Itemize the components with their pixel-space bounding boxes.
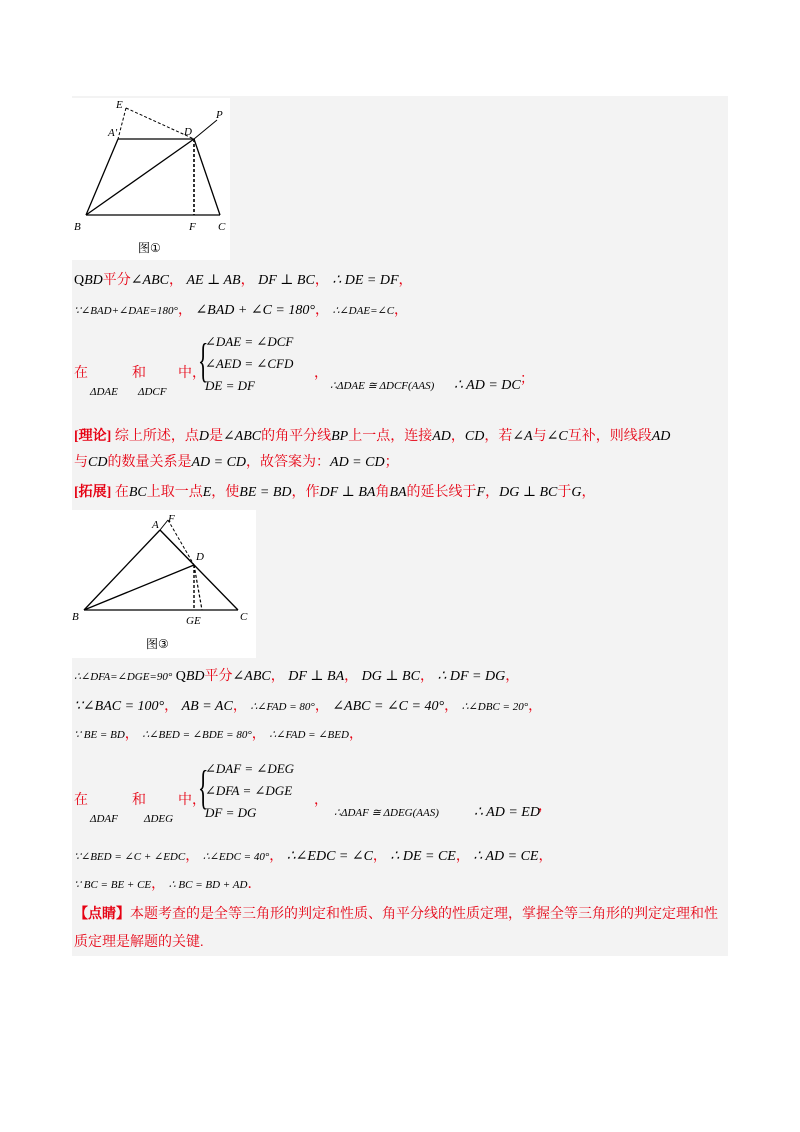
- math: ∠C: [546, 429, 568, 444]
- math: BD: [84, 273, 103, 288]
- text: ，: [240, 273, 255, 288]
- system-1: [0, 325, 800, 405]
- math: ∵∠BED = ∠C + ∠EDC: [74, 851, 186, 863]
- row: DE = DF: [205, 378, 255, 393]
- math: DF ⊥ BA: [288, 669, 345, 684]
- text: 的数量关系是: [107, 455, 192, 470]
- text: ，: [164, 699, 179, 714]
- figure-1: [72, 98, 230, 260]
- text: ，: [314, 793, 328, 808]
- math: ∴∠DFA=∠DGE=90°: [74, 671, 173, 683]
- figure-1-caption: 图①: [138, 241, 161, 255]
- math: ∴∠EDC = 40°: [202, 851, 270, 863]
- text: ；: [520, 372, 534, 387]
- math: BE = BD: [239, 485, 292, 500]
- text: 互补，则线段: [567, 429, 652, 444]
- math: DG ⊥ BC: [499, 485, 558, 500]
- math: ∴ΔDAE ≅ ΔDCF(AAS): [330, 380, 435, 392]
- text: 的延长线于: [406, 485, 477, 500]
- math: AE ⊥ AB: [186, 273, 241, 288]
- text: 和: [132, 366, 146, 381]
- label-D: D: [196, 551, 204, 563]
- text: ，: [538, 849, 553, 864]
- text: ，: [450, 429, 465, 444]
- math: ∵∠BAD+∠DAE=180°: [74, 305, 178, 317]
- text: ；: [384, 455, 399, 470]
- math: ΔDAF: [90, 813, 118, 825]
- label-B: B: [74, 221, 81, 233]
- text: 角: [375, 485, 390, 500]
- text: 在: [74, 366, 88, 381]
- figure-3: [72, 510, 256, 658]
- system-rows: [205, 331, 293, 397]
- row: ∠DAF = ∠DEG: [205, 761, 295, 776]
- line-6: [74, 848, 552, 866]
- math: ΔDEG: [144, 813, 174, 825]
- label-A: A': [108, 127, 118, 139]
- text: ，: [505, 669, 520, 684]
- text: 与: [532, 429, 547, 444]
- label-C: C: [218, 221, 226, 233]
- figure-1-diagram: [72, 98, 230, 260]
- label-C: C: [240, 611, 248, 623]
- text: 在: [74, 793, 88, 808]
- math: BP: [331, 429, 349, 444]
- text: 质定理是解题的关键.: [74, 935, 204, 950]
- system-rows: [205, 758, 294, 824]
- math: ∠BAD + ∠C = 180°: [195, 303, 315, 318]
- text: 本题考查的是全等三角形的判定和性质、角平分线的性质定理，掌握全等三角形的判定定理和性: [130, 907, 718, 922]
- text: 与: [74, 455, 88, 470]
- math: ∴∠DBC = 20°: [461, 701, 529, 713]
- extend-line: [74, 484, 596, 502]
- text: 平分: [102, 273, 131, 288]
- text: ，: [151, 877, 166, 892]
- math: F: [476, 485, 486, 500]
- math: ∴ AD = ED: [474, 805, 540, 820]
- comment-tag: 【点睛】: [74, 907, 130, 922]
- label-E: E: [116, 99, 123, 111]
- text: ，: [538, 799, 552, 814]
- text: ，: [314, 699, 329, 714]
- line-2: [74, 302, 408, 320]
- text: ，: [314, 273, 329, 288]
- figure-3-diagram: [72, 510, 256, 658]
- row: ∠AED = ∠CFD: [205, 356, 294, 371]
- math: AB = AC: [181, 699, 233, 714]
- text: 是: [208, 429, 223, 444]
- math: BA: [389, 485, 407, 500]
- symbol-q: Q: [74, 273, 85, 288]
- math: ∠ABC = ∠C = 40°: [332, 699, 445, 714]
- figure-3-caption: 图③: [146, 637, 169, 651]
- math: BC: [128, 485, 147, 500]
- text: ，作: [291, 485, 320, 500]
- label-GE: GE: [186, 615, 201, 627]
- text: ，: [270, 669, 285, 684]
- text: 于: [557, 485, 572, 500]
- math: AD: [432, 429, 451, 444]
- math: DF ⊥ BC: [258, 273, 315, 288]
- line-1: [74, 272, 413, 290]
- text: 平分: [204, 669, 233, 684]
- text: ，: [455, 849, 470, 864]
- text: ，: [177, 303, 192, 318]
- text: 中，: [178, 793, 206, 808]
- text: ．: [247, 877, 262, 892]
- text: 上一点，连接: [348, 429, 433, 444]
- math: DF ⊥ BA: [319, 485, 376, 500]
- text: ，: [185, 849, 200, 864]
- math: ∵ BE = BD: [74, 729, 125, 741]
- text: ，: [314, 366, 328, 381]
- math: ∴ DE = CE: [390, 849, 456, 864]
- row: ∠DAE = ∠DCF: [205, 334, 294, 349]
- math: CD: [88, 455, 108, 470]
- math: ΔDCF: [138, 386, 167, 398]
- theory-tag: [理论]: [74, 429, 112, 444]
- line-7: [74, 876, 261, 894]
- label-F: F: [189, 221, 196, 233]
- text: ，: [269, 849, 284, 864]
- label-B: B: [72, 611, 79, 623]
- text: ，: [398, 273, 413, 288]
- line-4: [74, 698, 542, 716]
- math: D: [198, 429, 209, 444]
- theory-line-2: [74, 454, 399, 472]
- math: ∴∠BED = ∠BDE = 80°: [142, 729, 252, 741]
- text: ，使: [211, 485, 240, 500]
- text: ，: [581, 485, 596, 500]
- math: BD: [185, 669, 205, 684]
- line-5: [74, 726, 363, 744]
- math: DG ⊥ BC: [361, 669, 420, 684]
- text: ，: [394, 303, 409, 318]
- text: ，: [124, 727, 139, 742]
- text: 中，: [178, 366, 206, 381]
- text: 的角平分线: [261, 429, 332, 444]
- math: ∴ AD = CE: [473, 849, 539, 864]
- label-A: A: [152, 519, 159, 531]
- comment-line-2: [74, 934, 204, 952]
- math: ∴ AD = DC: [454, 378, 521, 393]
- math: ∴ΔDAF ≅ ΔDEG(AAS): [334, 807, 439, 819]
- math: ∴ BC = BD + AD: [168, 879, 248, 891]
- text: ，若: [484, 429, 513, 444]
- comment-line-1: [74, 906, 718, 924]
- math: ∴ DF = DG: [437, 669, 506, 684]
- text: ，: [528, 699, 543, 714]
- math: AD = CD: [191, 455, 247, 470]
- math: ∵ BC = BE + CE: [74, 879, 152, 891]
- row: ∠DFA = ∠DGE: [205, 783, 293, 798]
- text: ，: [168, 273, 183, 288]
- label-F: F: [168, 513, 175, 525]
- math: E: [202, 485, 212, 500]
- math: ∴∠EDC = ∠C: [286, 849, 373, 864]
- text: 综上所述，点: [114, 429, 199, 444]
- math: AD = CD: [330, 455, 385, 470]
- math: AD: [651, 429, 671, 444]
- extend-tag: [拓展]: [74, 485, 112, 500]
- math: ∴ DE = DF: [332, 273, 399, 288]
- text: ，: [372, 849, 387, 864]
- math: G: [571, 485, 582, 500]
- text: ，: [344, 669, 359, 684]
- line-3: [74, 668, 519, 686]
- text: ，: [419, 669, 434, 684]
- text: ，: [444, 699, 459, 714]
- symbol-q: Q: [175, 669, 186, 684]
- theory-line-1: [74, 428, 670, 446]
- left-brace: {: [198, 334, 209, 387]
- math: ∠ABC: [222, 429, 262, 444]
- text: 和: [132, 793, 146, 808]
- math: ∠ABC: [130, 273, 169, 288]
- text: ，: [232, 699, 247, 714]
- math: ΔDAE: [90, 386, 118, 398]
- left-brace: {: [198, 761, 209, 814]
- text: ，: [314, 303, 329, 318]
- math: ∠ABC: [232, 669, 271, 684]
- label-D: D: [184, 126, 192, 138]
- row: DF = DG: [205, 805, 257, 820]
- math: ∴∠FAD = ∠BED: [269, 729, 349, 741]
- math: ∴∠FAD = 80°: [250, 701, 315, 713]
- text: ，故答案为：: [246, 455, 331, 470]
- text: 上取一点: [146, 485, 203, 500]
- text: ，: [348, 727, 363, 742]
- text: ，: [251, 727, 266, 742]
- math: CD: [464, 429, 485, 444]
- math: ∵∠BAC = 100°: [74, 699, 165, 714]
- math: ∴∠DAE=∠C: [332, 305, 395, 317]
- system-2: [0, 752, 800, 832]
- text: ，: [485, 485, 500, 500]
- label-P: P: [216, 109, 223, 121]
- text: 在: [114, 485, 129, 500]
- math: ∠A: [512, 429, 533, 444]
